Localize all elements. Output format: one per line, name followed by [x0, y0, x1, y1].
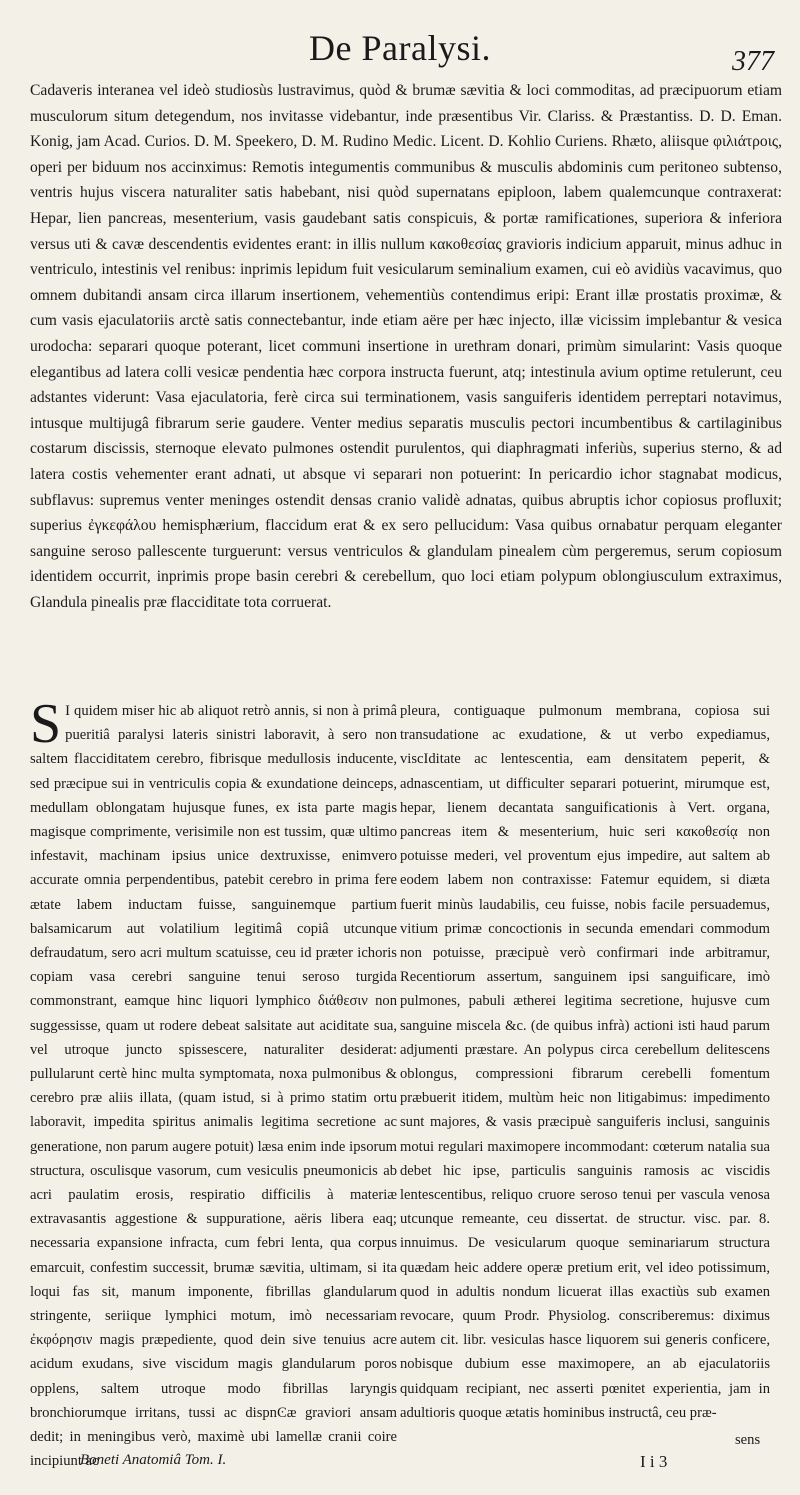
right-column-text: pleura, contiguaque pulmonum membrana, copiosa sui transudatione ac exudatione, & ut verbo expediamus, viscIditate ac lentescentia, eam densitatem peperit, & adnascentiam, ut difficulter separari potuerint, mirumque est, hepar, lienem decantata sanguificationis à Vert. organa, pancreas item & mesenterium, huic seri κακοθεσίᾳ non potuisse mederi, vel proventum ejus impedire, aut saltem ab eodem labem non contraxisse: Fatemur equidem, si diæta fuerit minùs laudabilis, ceu fuisse, nobis facile persuademus, vitium primæ concoctionis in secunda emendari commodum non potuisse, præcipuè verò confirmari inde arbitramur, Recentiorum assertum, sanguinem ipsi sanguificare, imò pulmones, pabuli ætherei legitima secretione, hujusve cum sanguine miscela &c. (de quibus infrà) actioni isti haud parum adjumenti præstare. An polypus circa cerebellum delitescens oblongus, compressioni fibrarum cerebelli fomentum præbuerit itidem, multùm heic non litigabimus: impedimento sunt majores, & vasis præcipuè sanguiferis inclusi, sanguinis motui regulari maximopere incommodant: cœterum natalia sua debet hic ipse, particulis sanguinis ramosis ac viscidis lentescentibus, reliquo cruore seroso tenui per vascula venosa utcunque remeante, ceu dissertat. de structur. visc. par. 8. innuimus. De vesicularum quoque seminariarum structura quædam heic addere operæ pretium erit, vel ideo potissimum, quod in adultis nondum licuerat illas exactiùs sub examen revocare, quum Prodr. Physiolog. conscriberemus: diximus autem cit. libr. vesiculas hasce liquorem sui generis conficere, nobisque dubium esse maximopere, an ab ejaculatoriis quidquam recipiant, nec asserti pœnitet experientia, jam in adultioris quoque ætatis hominibus instructâ, ceu præ- [400, 703, 770, 1421]
page-number: 377 [732, 46, 774, 77]
catchword: sens [735, 1432, 761, 1448]
page-title: De Paralysi. [309, 28, 491, 68]
drop-cap: S [30, 693, 62, 755]
left-column-text: I quidem miser hic ab aliquot retrò annis, si non à primâ pueritiâ paralysi lateris sinistri laboravit, à sero non saltem flacciditatem cerebro, fibrisque medullosis inducente, sed præcipue sui in ventriculis copia & exundatione deinceps, medullam oblongatam hujusque funes, ex ista parte magis magisque comprimente, verisimile non est tussim, quæ ultimo infestavit, machinam ipsius unice dextruxisse, enimvero accurate omnia perpendentibus, patebit cerebro in prima fere ætate labem inductam fuisse, sanguinemque partium balsamicarum aut volatilium legitimâ copiâ utcunque defraudatum, sero acri multum scatuisse, ceu id præter ichoris copiam vasa cerebri sanguine tenui seroso turgida commonstrant, eamque hinc liquori lymphico διάθεσιν non suggessisse, quam ut rodere debeat salsitate aut aciditate sua, vel utroque juncto spissescere, naturaliter desiderat: pullularunt certè hinc multa symptomata, noxa pulmonibus & cerebro præ aliis illata, (quam istud, si à primo statim ortu laboravit, impedita spiritus animalis legitima secretione ac generatione, non parum augere potuit) læsa enim inde ipsorum structura, osculisque vasorum, cum vesiculis pneumonicis ab acri paulatim erosis, respiratio difficilis à materiæ extravasantis aggestione & suppuratione, aëris libera eaq; necessaria expansione infracta, cum febri lenta, qua corpus emarcuit, confestim successit, brumæ sævitia, ultimam, si ita loqui fas sit, manum imponente, fibrillas glandularum stringente, seriique lymphici motum, imò necessariam ἐκφόρησιν magis præpediente, quod dein sive tenuius acre acidum exudans, sive viscidum magis glandularum poros opplens, saltem utroque modo fibrillas laryngis bronchiorumque irritans, tussi ac dispnϾæ graviori ansam dedit; in meningibus verò, maximè ubi lamellæ cranii coire incipiunt ac [30, 703, 397, 1470]
left-column [30, 693, 397, 1474]
footer-signature: I i 3 [640, 1452, 668, 1471]
right-column [400, 699, 770, 1425]
page-header [0, 18, 800, 78]
footer-running-title: Boneti Anatomiâ Tom. I. [80, 1452, 227, 1468]
top-paragraph: Cadaveris interanea vel ideò studiosùs lustravimus, quòd & brumæ sævitia & loci commoditas, ad præcipuorum etiam musculorum situm detegendum, nos invitasse videbantur, inde præsentibus Vir. Clariss. & Præstantiss. D. D. Eman. Konig, jam Acad. Curios. D. M. Speekero, D. M. Rudino Medic. Licent. D. Kohlio Curiens. Rhæto, aliisque φιλιάτροις, operi per biduum nos accinximus: Remotis integumentis communibus & musculis abdominis cum peritoneo subtenso, ventris hujus viscera naturaliter satis habebant, nisi quòd supernatans epiploon, labem qualemcunque contraxerat: Hepar, lien pancreas, mesenterium, vasis gaudebant satis conspicuis, & portæ ramificationes, superiora & inferiora versus uti & cavæ descendentis evidentes erant: in illis nullum κακοθεσίας gravioris indicium apparuit, minus adhuc in ventriculo, intestinis vel renibus: inprimis lepidum fuit vesicularum seminalium examen, cui eò avidiùs vacavimus, quo omnem dubitandi ansam circa illarum insertionem, vehementiùs contendimus eripi: Erant illæ prostatis proximæ, & cum vasis ejaculatoriis arctè satis connectebantur, inde etiam aëre per hæc injecto, illæ vicissim implebantur & vesica urodocha: separari quoque poterant, licet communi insertione in urethram donari, primùm simularint: Vasis quoque elegantibus ad latera colli vesicæ pendentia hæc corpora instructa fuerunt, atq; intestinula avium optime retulerunt, ceu adstantes viderunt: Vasa ejaculatoria, ferè circa sui terminationem, vasis sanguiferis identidem perreptari notavimus, intusque multijugâ fibrarum serie gaudere. Venter medius separatis musculis pectori incumbentibus & cartilaginibus costarum discissis, sternoque elevato pulmones ostendit purulentos, qui diaphragmati inferiùs, superius sterno, & ad latera costis vehementer erant adnati, ut absque vi separari non potuerint: In pericardio ichor stagnabat modicus, subflavus: supremus venter meninges ostendit densas cranio validè adnatas, quibus abruptis ichor copiosus profluxit; superius ἐγκεφάλου hemisphærium, flaccidum erat & ex sero pellucidum: Vasa quibus ornabatur perquam eleganter sanguine seroso pallescente turguerunt: versus ventriculos & glandulam pinealem cùm pergeremus, serum copiosum identidem occurrit, inprimis prope basin cerebri & cerebellum, quo loci etiam polypum oblongiusculum extraximus, Glandula pinealis præ flacciditate tota corruerat. [30, 82, 782, 611]
page-footer [0, 1452, 800, 1482]
